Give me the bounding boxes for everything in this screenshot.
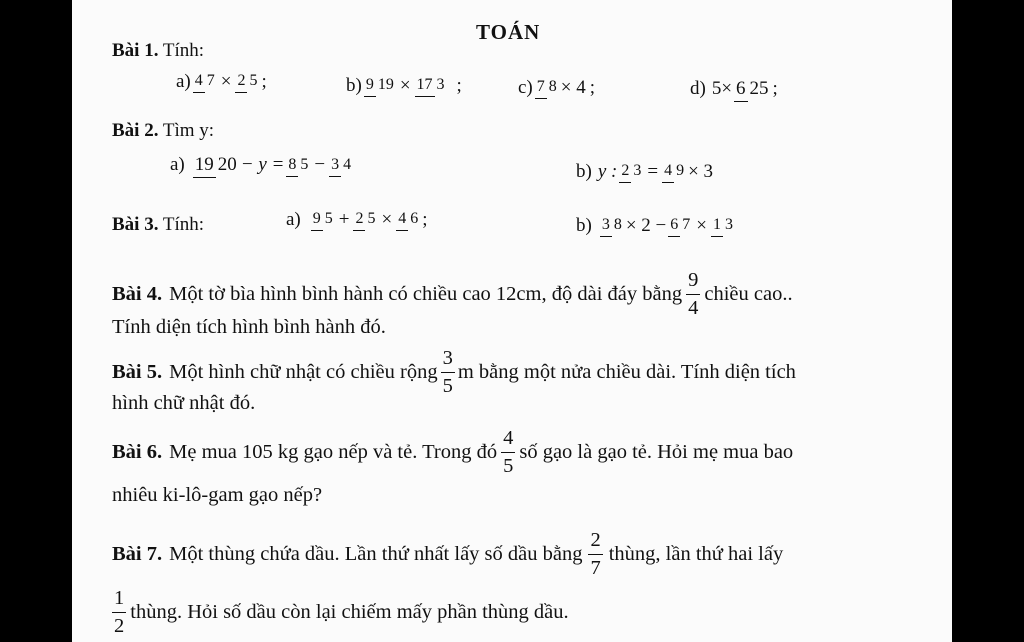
fraction: 2 3 <box>619 160 643 183</box>
fraction: 2 5 <box>353 208 377 231</box>
exercise-label: Bài 7. <box>112 542 163 565</box>
item-label: b) <box>576 160 592 182</box>
exercise-5-line-2: hình chữ nhật đó. <box>112 392 256 414</box>
item-label: a) <box>176 70 191 92</box>
page-title: TOÁN <box>476 20 541 44</box>
fraction: 7 8 <box>535 76 559 99</box>
fraction: 19 20 <box>193 152 239 178</box>
fraction: 3 4 <box>329 154 353 177</box>
item-label: a) <box>170 154 185 175</box>
worksheet-page <box>72 0 952 642</box>
fraction: 6 25 <box>734 76 771 102</box>
exercise-6-line-1 <box>112 428 793 476</box>
fraction: 2 5 <box>235 70 259 93</box>
item-label: a) <box>286 208 301 230</box>
problem-text: Một thùng chứa dầu. Lần thứ nhất lấy số dầu bằng <box>169 542 583 565</box>
item-label: b) <box>576 214 592 236</box>
item-label: b) <box>346 74 362 96</box>
fraction: 8 5 <box>286 154 310 177</box>
fraction: 9 19 <box>364 74 396 97</box>
problem-text: số gạo là gạo tẻ. Hỏi mẹ mua bao <box>519 440 794 463</box>
exercise-1c: c) 7 8 × 4 ; <box>518 76 596 98</box>
exercise-instruction: Tìm y: <box>162 120 215 141</box>
problem-text: chiều cao.. <box>704 282 793 305</box>
fraction: 6 7 <box>668 214 692 237</box>
exercise-label: Bài 6. <box>112 440 163 463</box>
exercise-5-line-1 <box>112 348 796 396</box>
exercise-3-heading <box>112 214 204 236</box>
exercise-2-heading <box>112 120 214 142</box>
exercise-label: Bài 5. <box>112 360 163 383</box>
fraction: $\frac{1}{2}$ <box>114 587 125 637</box>
item-label: c) <box>518 76 533 98</box>
problem-text: thùng, lần thứ hai lấy <box>608 542 784 565</box>
exercise-label: Bài 4. <box>112 282 163 305</box>
exercise-label: Bài 2. <box>112 120 159 141</box>
problem-text: Mẹ mua 105 kg gạo nếp và tẻ. Trong đó <box>169 440 498 463</box>
exercise-1b: b) 9 19 × 17 3 ; <box>346 74 462 96</box>
exercise-4-line-1 <box>112 270 793 318</box>
fraction: $\frac{3}{5}$ <box>442 347 453 397</box>
fraction: $\frac{9}{4}$ <box>688 269 699 319</box>
fraction: $\frac{4}{5}$ <box>503 427 514 477</box>
fraction: 1 3 <box>711 214 735 237</box>
exercise-7-line-1 <box>112 530 783 578</box>
problem-text: Một hình chữ nhật có chiều rộng <box>169 360 438 383</box>
fraction: $\frac{2}{7}$ <box>590 529 601 579</box>
exercise-instruction: Tính: <box>162 40 205 61</box>
exercise-label: Bài 3. <box>112 214 159 235</box>
exercise-instruction: Tính: <box>162 214 205 235</box>
fraction: 3 8 <box>600 214 624 237</box>
exercise-3a: a) 9 5 + 2 5 × 4 6 ; <box>286 208 428 230</box>
exercise-7-line-2 <box>112 588 569 636</box>
exercise-4-line-2: Tính diện tích hình bình hành đó. <box>112 316 386 338</box>
problem-text: Một tờ bìa hình bình hành có chiều cao 12cm, độ dài đáy bằng <box>169 282 683 305</box>
exercise-3b: b) 3 8 × 2 − 6 7 × 1 3 <box>576 214 733 236</box>
problem-text: m bằng một nửa chiều dài. Tính diện tích <box>457 360 796 383</box>
fraction: 4 6 <box>396 208 420 231</box>
fraction: 17 3 <box>415 74 447 97</box>
exercise-6-line-2: nhiêu ki-lô-gam gạo nếp? <box>112 484 323 506</box>
exercise-2b: b) y : 2 3 = 4 9 × 3 <box>576 160 714 182</box>
exercise-1d: d) 5× 6 25 ; <box>690 76 778 102</box>
exercise-label: Bài 1. <box>112 40 159 61</box>
fraction: 9 5 <box>311 208 335 231</box>
exercise-1-heading <box>112 40 204 62</box>
exercise-2a: a) 19 20 − y = 8 5 − 3 4 <box>170 152 355 178</box>
fraction: 4 9 <box>662 160 686 183</box>
fraction: 4 7 <box>193 70 217 93</box>
exercise-1a: a) 4 7 × 2 5 ; <box>176 70 267 92</box>
item-label: d) <box>690 78 706 99</box>
problem-text: thùng. Hỏi số dầu còn lại chiếm mấy phần thùng dầu. <box>130 600 569 623</box>
